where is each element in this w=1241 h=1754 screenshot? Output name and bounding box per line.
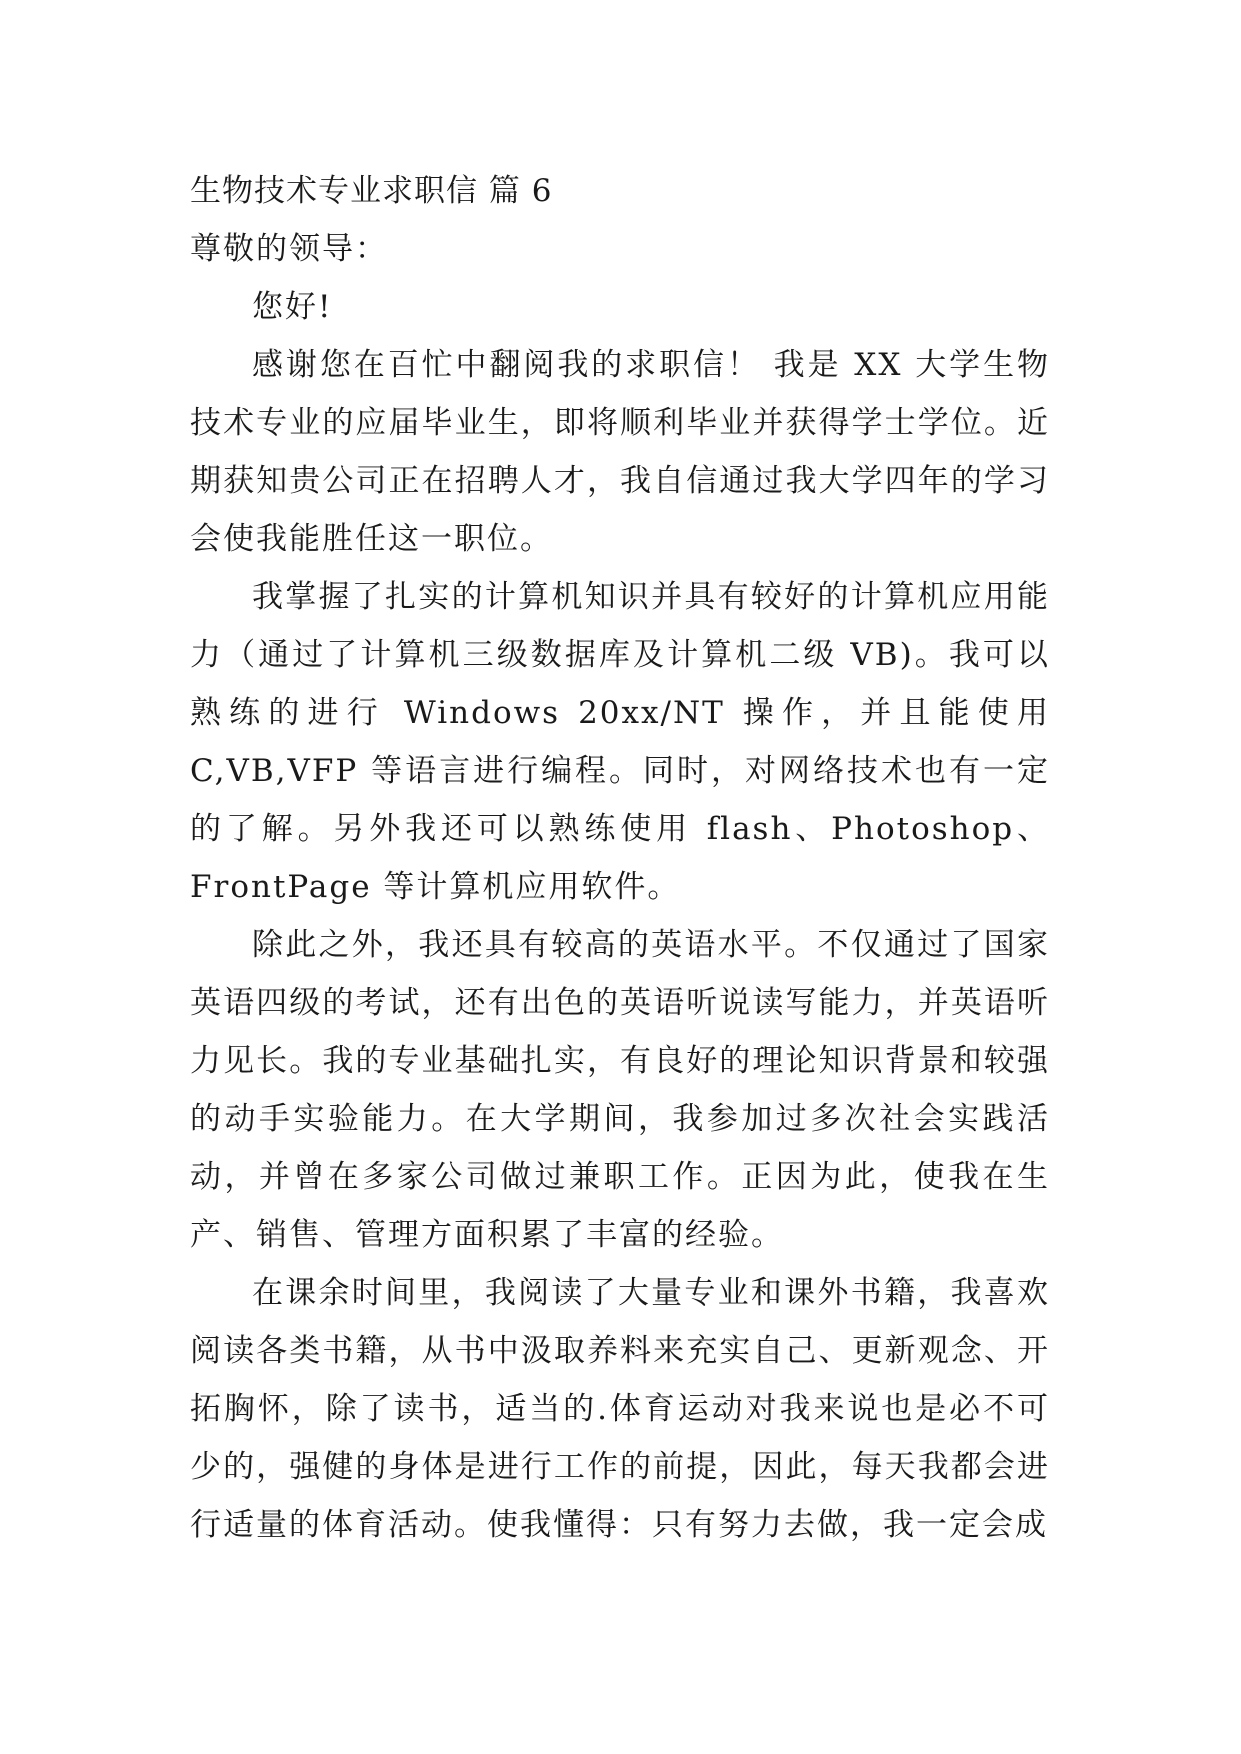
paragraph-1: 感谢您在百忙中翻阅我的求职信！ 我是 XX 大学生物技术专业的应届毕业生，即将顺利毕业并获得学士学位。近期获知贵公司正在招聘人才，我自信通过我大学四年的学习会使我能胜任这一职位。 — [190, 347, 1050, 557]
paragraph-2: 我掌握了扎实的计算机知识并具有较好的计算机应用能力（通过了计算机三级数据库及计算机二级 VB)。我可以熟练的进行 Windows 20xx/NT 操作，并且能使用 C,VB,VFP 等语言进行编程。同时，对网络技术也有一定的了解。另外我还可以熟练使用 flash、Photoshop、FrontPage 等计算机应用软件。 — [190, 579, 1050, 905]
greeting: 您好! — [252, 289, 333, 325]
document-body — [190, 162, 1050, 1554]
salutation: 尊敬的领导： — [190, 231, 388, 267]
document-title: 生物技术专业求职信 篇 6 — [190, 173, 553, 209]
paragraph-4: 在课余时间里，我阅读了大量专业和课外书籍，我喜欢阅读各类书籍，从书中汲取养料来充实自己、更新观念、开拓胸怀，除了读书，适当的.体育运动对我来说也是必不可少的，强健的身体是进行工作的前提，因此，每天我都会进行适量的体育活动。使我懂得：只有努力去做，我一定会成 — [190, 1275, 1050, 1543]
paragraph-3: 除此之外，我还具有较高的英语水平。不仅通过了国家英语四级的考试，还有出色的英语听说读写能力，并英语听力见长。我的专业基础扎实，有良好的理论知识背景和较强的动手实验能力。在大学期间，我参加过多次社会实践活动，并曾在多家公司做过兼职工作。正因为此，使我在生产、销售、管理方面积累了丰富的经验。 — [190, 927, 1050, 1253]
